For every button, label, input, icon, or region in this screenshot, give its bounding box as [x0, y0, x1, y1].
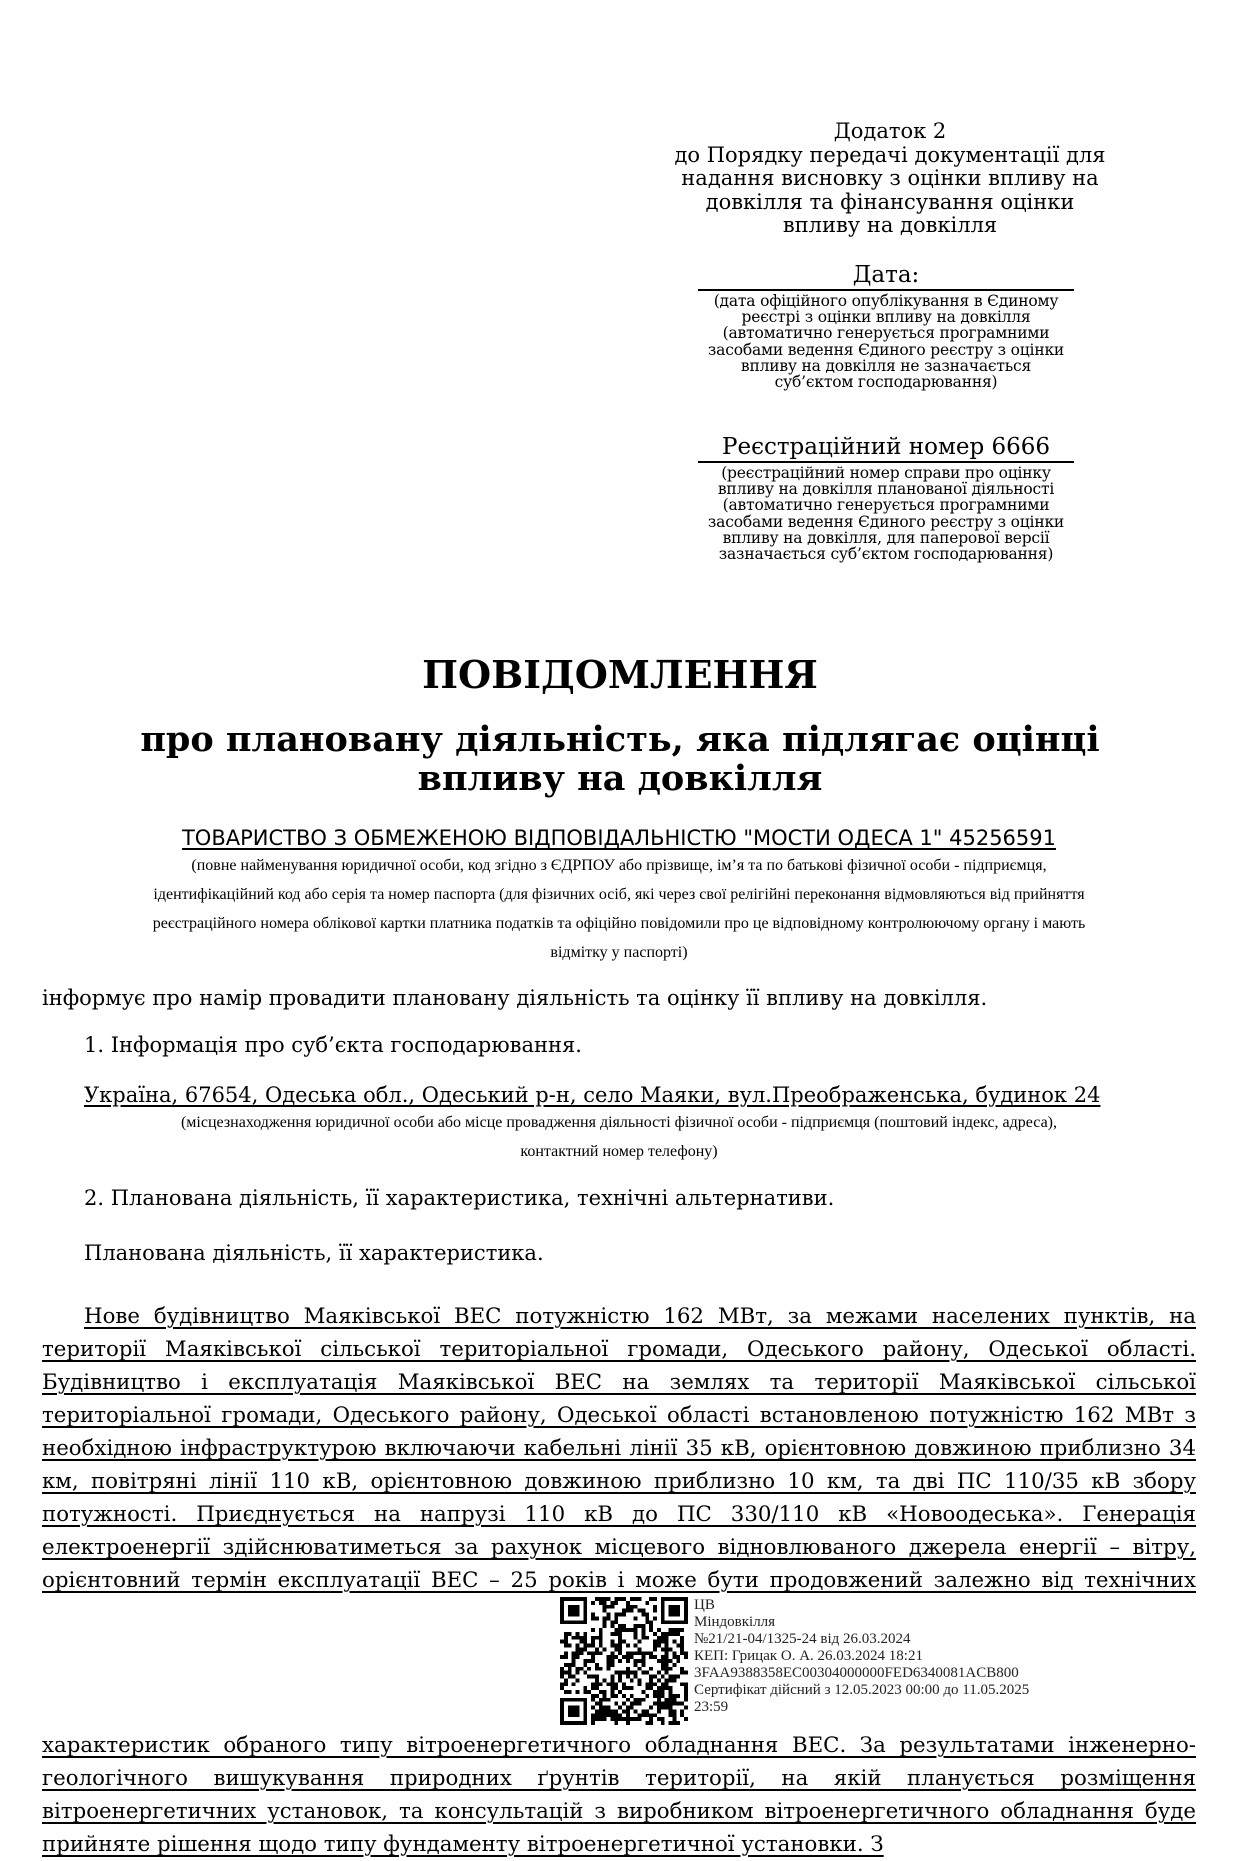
- address-text: Україна, 67654, Одеська обл., Одеський р-н, село Маяки, вул.Преображенська, будинок 24: [84, 1083, 1101, 1107]
- stamp-line: 3FAA9388358EC00304000000FED6340081ACB800: [694, 1665, 1019, 1681]
- note-line: засобами ведення Єдиного реєстру з оцінки: [707, 340, 1065, 359]
- intro-text: інформує про намір провадити плановану діяльність та оцінку її впливу на довкілля.: [42, 986, 988, 1010]
- stamp-line: КЕП: Грицак О. А. 26.03.2024 18:21: [694, 1648, 923, 1664]
- note-line: контактний номер телефону): [520, 1143, 718, 1160]
- note-line: відмітку у паспорті): [550, 944, 688, 961]
- annex-line: Додаток 2: [833, 119, 947, 143]
- company-name-text: ТОВАРИСТВО З ОБМЕЖЕНОЮ ВІДПОВІДАЛЬНІСТЮ "МОСТИ ОДЕСА 1" 45256591: [181, 826, 1056, 850]
- note-line: впливу на довкілля не зазначається: [740, 356, 1032, 375]
- note-line: реєстраційного номера облікової картки платника податків та офіційно повідомили про це відповідному контролюючому органу і мають: [152, 915, 1086, 932]
- date-field: [698, 262, 1074, 390]
- stamp-line: ЦВ: [694, 1597, 715, 1613]
- note-line: реєстрі з оцінки впливу на довкілля: [741, 308, 1031, 327]
- note-line: впливу на довкілля, для паперової версії: [722, 528, 1050, 547]
- note-line: ідентифікаційний код або серія та номер паспорта (для фізичних осіб, які через свої релігійні переконання відмовляються від прийняття: [153, 886, 1085, 903]
- stamp-line: №21/21-04/1325-24 від 26.03.2024: [694, 1631, 911, 1647]
- note-line: зазначається суб’єктом господарювання): [718, 545, 1054, 564]
- stamp-line: 23:59: [694, 1699, 729, 1715]
- activity-description: [42, 1300, 1196, 1861]
- annex-line: надання висновку з оцінки впливу на: [681, 166, 1099, 190]
- document-title: ПОВІДОМЛЕННЯ: [422, 652, 818, 697]
- section-2-subheading: Планована діяльність, її характеристика.: [84, 1241, 544, 1265]
- note-line: засобами ведення Єдиного реєстру з оцінки: [707, 512, 1065, 531]
- registration-field: [698, 434, 1074, 562]
- activity-description-text: Нове будівництво Маяківської ВЕС потужністю 162 МВт, за межами населених пунктів, на території Маяківської сільської територіальної громади, Одеського району, Одеської області. Будівництво і експлуатація Маяківської ВЕС на землях та території Маяківської сільської територіальної громади, Одеського району, Одеської області встановленою потужністю 162 МВт з необхідною інфраструктурою включаючи кабельні лінії 35 кВ, орієнтовною довжиною приблизно 34 км, повітряні лінії 110 кВ, орієнтовною довжиною приблизно 10 км, та дві ПС 110/35 кВ збору потужності. Приєднується на напрузі 110 кВ до ПС 330/110 кВ «Новоодеська». Генерація електроенергії здійснюватиметься за рахунок місцевого відновлюваного джерела енергії – вітру, орієнтовний термін експлуатації ВЕС – 25 років і може бути продовжений залежно від технічних характеристик обраного типу вітроенергетичного обладнання ВЕС. За результатами інженерно-геологічного вишукування природних ґрунтів території, на якій планується розміщення вітроенергетичних установок, та консультацій з виробником вітроенергетичного обладнання буде прийняте рішення щодо типу фундаменту вітроенергетичної установки. З: [42, 1304, 1196, 1857]
- annex-header: [640, 120, 1140, 238]
- stamp-line: Міндовкілля: [694, 1614, 776, 1630]
- qr-code-icon: [560, 1597, 688, 1725]
- date-note: [698, 293, 1074, 390]
- section-2-heading: 2. Планована діяльність, її характеристика, технічні альтернативи.: [84, 1186, 835, 1210]
- note-line: суб’єктом господарювання): [774, 373, 998, 392]
- annex-line: до Порядку передачі документації для: [674, 142, 1106, 167]
- annex-line: впливу на довкілля: [782, 213, 998, 237]
- address-note: [42, 1108, 1196, 1166]
- e-signature-block: [560, 1597, 1120, 1729]
- subtitle-line: про плановану діяльність, яка підлягає оцінці: [140, 719, 1100, 760]
- note-line: (автоматично генерується програмними: [722, 324, 1050, 343]
- company-name: [42, 825, 1196, 851]
- stamp-line: Сертифікат дійсний з 12.05.2023 00:00 до 11.05.2025: [694, 1682, 1030, 1698]
- qr-code-graphic: [560, 1597, 688, 1725]
- document-subtitle: [0, 720, 1240, 798]
- address: [84, 1082, 1184, 1108]
- subtitle-line: впливу на довкілля: [417, 758, 823, 799]
- date-label: Дата:: [698, 262, 1074, 291]
- e-signature-stamp: [694, 1597, 1029, 1729]
- note-line: впливу на довкілля планованої діяльності: [717, 480, 1055, 499]
- note-line: (повне найменування юридичної особи, код згідно з ЄДРПОУ або прізвище, ім’я та по батькові фізичної особи - підприємця,: [191, 857, 1047, 874]
- note-line: (місцезнаходження юридичної особи або місце провадження діяльності фізичної особи - підприємця (поштовий індекс, адреса),: [180, 1114, 1058, 1131]
- note-line: (реєстраційний номер справи про оцінку: [721, 464, 1051, 482]
- note-line: (дата офіційного опублікування в Єдиному: [713, 292, 1059, 310]
- annex-line: довкілля та фінансування оцінки: [705, 189, 1075, 214]
- registration-note: [698, 465, 1074, 562]
- registration-number: Реєстраційний номер 6666: [698, 434, 1074, 463]
- note-line: (автоматично генерується програмними: [722, 496, 1050, 515]
- company-note: [42, 851, 1196, 967]
- section-1-heading: 1. Інформація про суб’єкта господарювання.: [84, 1033, 582, 1057]
